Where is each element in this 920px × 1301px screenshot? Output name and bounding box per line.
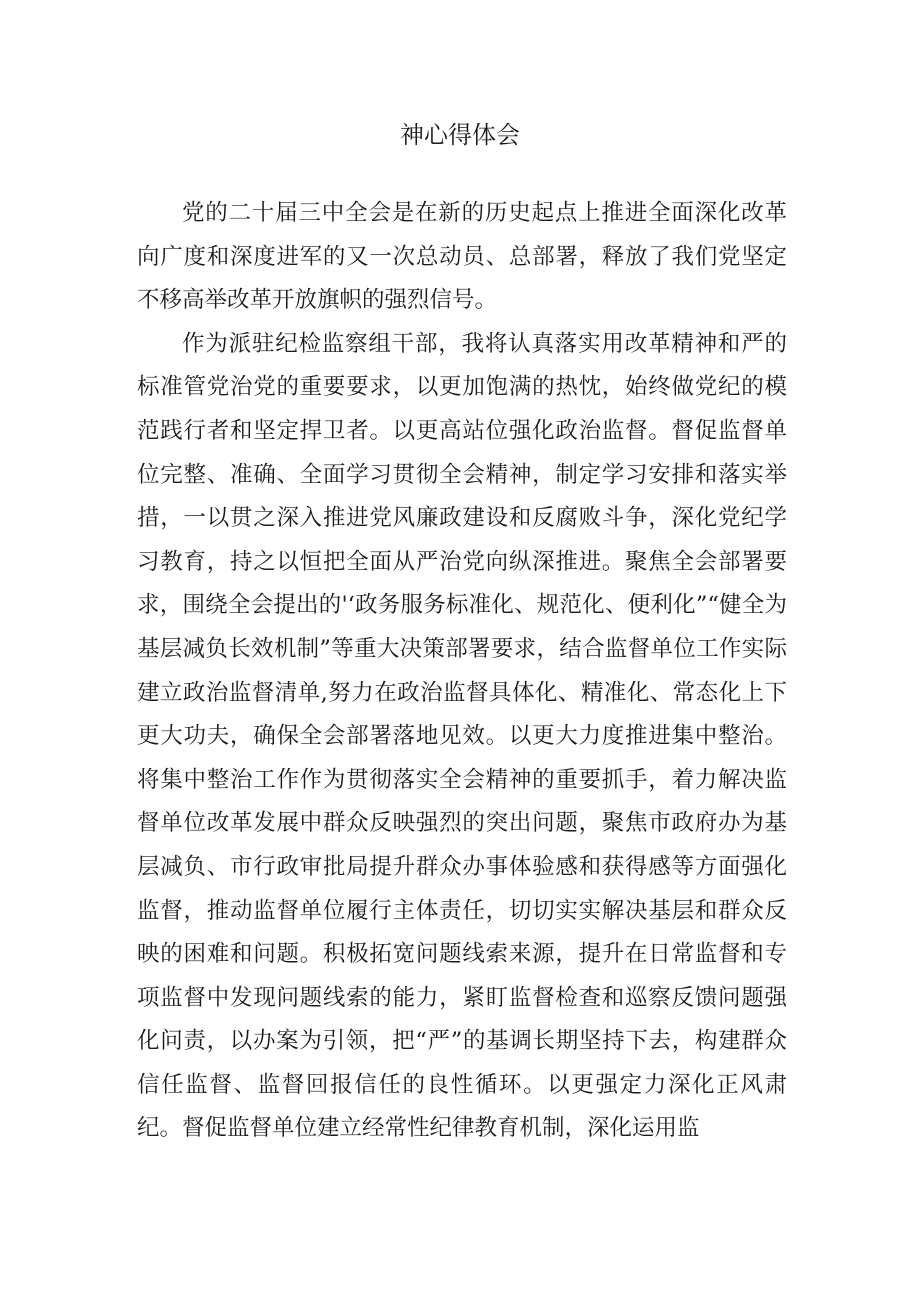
paragraph-intro: 党的二十届三中全会是在新的历史起点上推进全面深化改革向广度和深度进军的又一次总动员、总部署，释放了我们党坚定不移高举改革开放旗帜的强烈信号。 <box>137 200 787 314</box>
paragraph-main: 作为派驻纪检监察组干部，我将认真落实用改革精神和严的标准管党治党的重要要求，以更加饱满的热忱，始终做党纪的模范践行者和坚定捍卫者。以更高站位强化政治监督。督促监督单位完整、准确、全面学习贯彻全会精神，制定学习安排和落实举措，一以贯之深入推进党风廉政建设和反腐败斗争，深化党纪学习教育，持之以恒把全面从严治党向纵深推进。聚焦全会部署要求，围绕全会提出的'‘政务服务标准化、规范化、便利化”“健全为基层减负长效机制”等重大决策部署要求，结合监督单位工作实际建立政治监督清单,努力在政治监督具体化、精准化、常态化上下更大功夫，确保全会部署落地见效。以更大力度推进集中整治。将集中整治工作作为贯彻落实全会精神的重要抓手，着力解决监督单位改革发展中群众反映强烈的突出问题，聚焦市政府办为基层减负、市行政审批局提升群众办事体验感和获得感等方面强化监督，推动监督单位履行主体责任，切切实实解决基层和群众反映的困难和问题。积极拓宽问题线索来源，提升在日常监督和专项监督中发现问题线索的能力，紧盯监督检查和巡察反馈问题强化问责，以办案为引领，把“严”的基调长期坚持下去，构建群众信任监督、监督回报信任的良性循环。以更强定力深化正风肃纪。督促监督单位建立经常性纪律教育机制，深化运用监 <box>137 330 787 1142</box>
document-title: 神心得体会 <box>400 121 520 149</box>
document-body <box>137 192 787 1151</box>
